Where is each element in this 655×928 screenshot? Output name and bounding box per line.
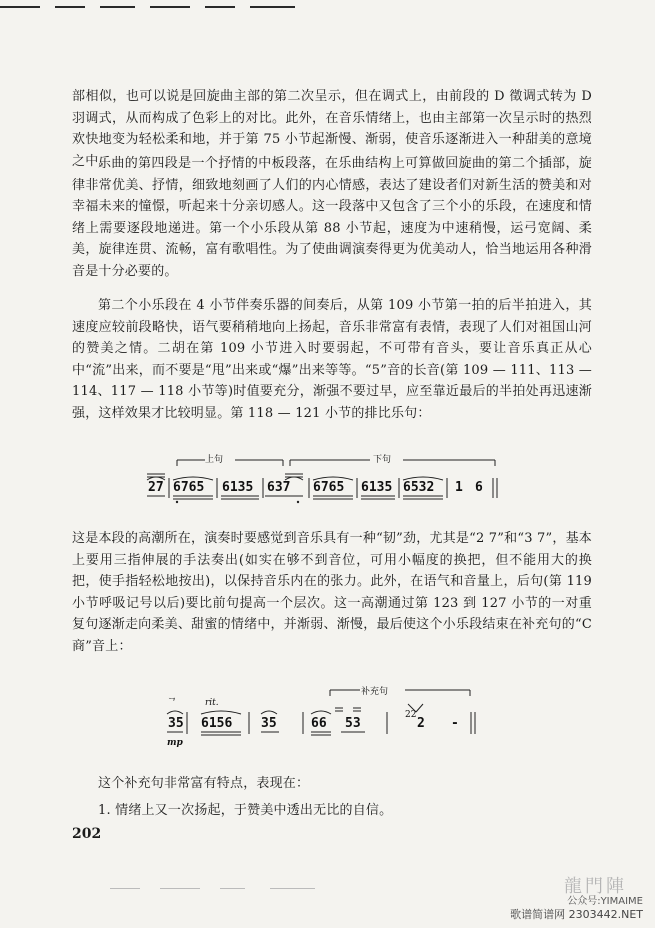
note-group: 6765 — [313, 480, 345, 495]
note-group: - — [451, 716, 459, 731]
bottom-scan-marks — [110, 888, 430, 890]
note-group: 53 — [345, 716, 361, 731]
note-group: 66 — [311, 716, 327, 731]
note-group: 6765 — [173, 480, 205, 495]
paragraph-2: 乐曲的第四段是一个抒情的中板段落，在乐曲结构上可算做回旋曲的第二个插部，旋律非常优美、抒情，细致地刻画了人们的内心情感，表达了建设者们对新生活的赞美和对幸福未来的憧憬，听起来十分亲切感人。这一段落中又包含了三个小的乐段，在速度和情绪上需要逐段地递进。第一个小乐段从第 88 小节起，速度为中速稍慢，运弓宽阔、柔美，旋律连贯、流畅，富有歌唱性。为了使曲调演奏得更为优美动人，恰当地运用各种滑音是十分必要的。 — [72, 156, 592, 279]
label-shang-ju: 上句 — [205, 455, 224, 465]
paragraph-3: 第二个小乐段在 4 小节伴奏乐器的间奏后，从第 109 小节第一拍的后半拍进入，其速度应较前段略快，语气要稍稍地向上扬起，音乐非常富有表情，表现了人们对祖国山河的赞美之情。二胡在第 109 小节进入时要弱起，不可带有音头，要让音乐真正从心中“流”出来，而不要是“甩”出来或“爆”出来等等。“5”音的长音(第 109 — 111、113 — 114、117 — 118 小节等)时值要充分，渐强不要过早，应至靠近最后的半拍处再迅速渐强，这样效果才比较明显。第 118 — 121 小节的排比乐句： — [72, 298, 592, 421]
note-group: 6135 — [361, 480, 393, 495]
note-group: 6 — [475, 480, 483, 495]
paragraph-5: 这个补充句非常富有特点，表现在： — [98, 776, 310, 791]
paragraph-4: 这是本段的高潮所在，演奏时要感觉到音乐具有一种“韧”劲，尤其是“2 7”和“3 7”，基本上要用三指伸展的手法奏出(如实在够不到音位，可用小幅度的换把，但不能用大的换把，使手指轻松地按出)，以保持音乐内在的张力。此外，在语气和音量上，后句(第 119 小节呼吸记号以后)要比前句提高一个层次。这一高潮通过第 123 到 127 小节的一对重复句逐渐走向柔美、甜蜜的情绪中，并渐弱、渐慢，最后使这个小乐段结束在补充句的“C 商”音上： — [72, 531, 592, 654]
note-group: 2 — [417, 716, 425, 731]
grace-notes: 22 — [405, 710, 417, 720]
note-group: 35 — [168, 716, 184, 731]
breath-mark: ᄀ — [167, 698, 177, 709]
note-group: 6135 — [222, 480, 254, 495]
label-bu-chong-ju: 补充句 — [361, 687, 389, 697]
score-excerpt-1 — [145, 450, 505, 510]
paragraph-6: 1. 情绪上又一次扬起，于赞美中透出无比的自信。 — [98, 803, 393, 818]
page-number: 202 — [72, 826, 102, 842]
paragraph-1: 部相似，也可以说是回旋曲主部的第二次呈示，但在调式上，由前段的 D 徵调式转为 D 羽调式，从而构成了色彩上的对比。此外，在音乐情绪上，也由主部第一次呈示时的热烈欢快地变为轻松柔和地，并于第 75 小节起渐慢、渐弱，使音乐逐渐进入一种甜美的意境之中。 — [72, 89, 592, 169]
note-group: 6532 — [403, 480, 435, 495]
note-group: 1 — [455, 480, 463, 495]
score-excerpt-2 — [165, 682, 485, 754]
note-group: 35 — [261, 716, 277, 731]
note-group: 6156 — [201, 716, 233, 731]
note-group: 637 — [267, 480, 291, 495]
watermark-line-2: 歌谱简谱网 2303442.NET — [510, 908, 643, 921]
rit-marking: rit. — [205, 698, 219, 708]
note-group: 27 — [148, 480, 164, 495]
label-xia-ju: 下句 — [373, 455, 392, 465]
watermark — [485, 872, 645, 922]
watermark-line-1: 公众号:YIMAIME — [567, 896, 643, 907]
watermark-logo: 龍門陣 — [564, 876, 627, 897]
dynamic-marking: mp — [167, 738, 183, 748]
top-border — [0, 6, 655, 8]
